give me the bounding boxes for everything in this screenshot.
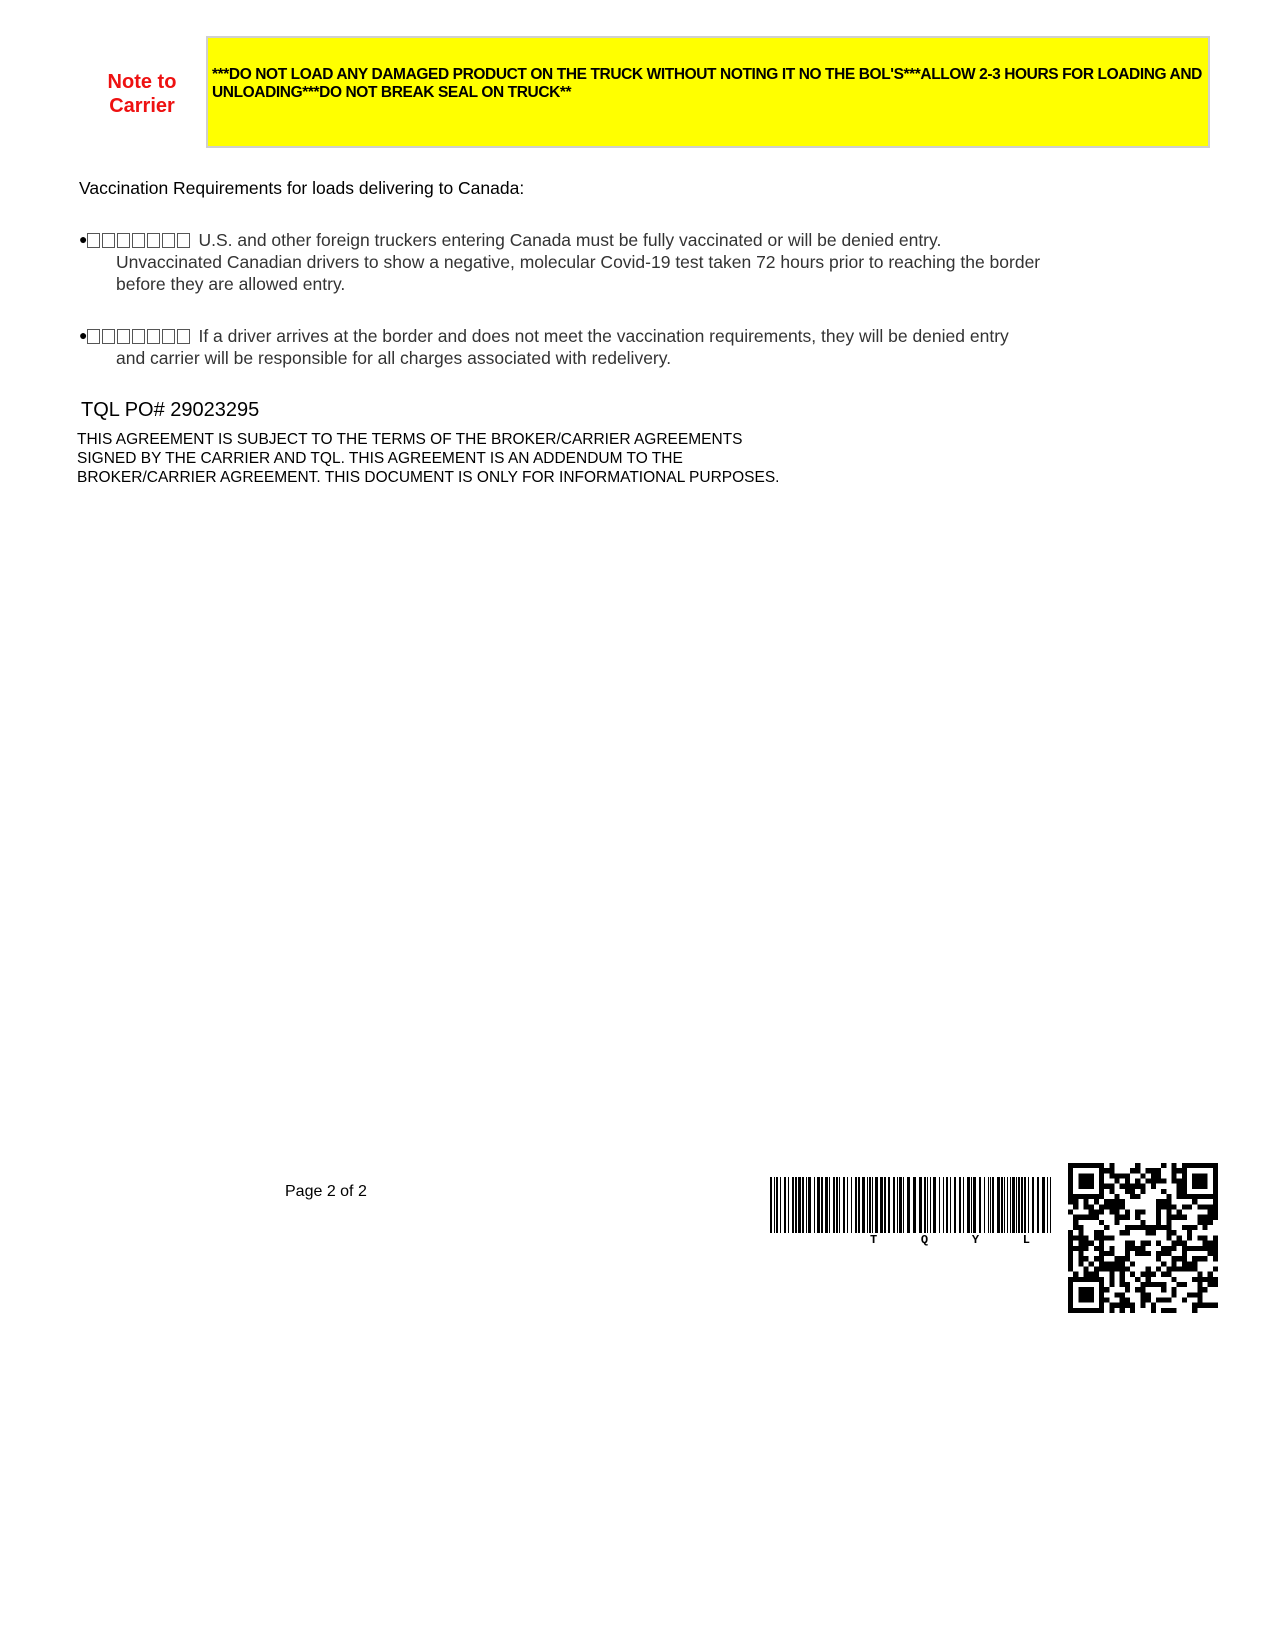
carrier-instructions-box: ***DO NOT LOAD ANY DAMAGED PRODUCT ON THE TRUCK WITHOUT NOTING IT NO THE BOL'S***ALLOW 2-3 HOURS FOR LOADING AND UNLOADING***DO NOT BREAK SEAL ON TRUCK**: [206, 36, 1210, 148]
agreement-disclaimer: THIS AGREEMENT IS SUBJECT TO THE TERMS OF THE BROKER/CARRIER AGREEMENTS SIGNED BY THE CARRIER AND TQL. THIS AGREEMENT IS AN ADDENDUM TO THE BROKER/CARRIER AGREEMENT. THIS DOCUMENT IS ONLY FOR INFORMATIONAL PURPOSES.: [77, 431, 780, 486]
barcode-image: [770, 1177, 1056, 1233]
requirement-text-continued: and carrier will be responsible for all charges associated with redelivery.: [116, 348, 672, 368]
bullet-icon: ●: [79, 327, 88, 343]
vaccination-requirement-item: [79, 228, 1079, 295]
vaccination-requirement-item: [79, 324, 1079, 369]
vaccination-heading: Vaccination Requirements for loads delivering to Canada:: [79, 178, 525, 198]
qr-code-image: [1068, 1163, 1218, 1313]
missing-glyph-icons: [87, 230, 192, 250]
bullet-icon: ●: [79, 231, 88, 247]
requirement-text: U.S. and other foreign truckers entering Canada must be fully vaccinated or will be denied entry.: [198, 230, 942, 250]
barcode-caption: [870, 1233, 1030, 1247]
requirement-text-continued: Unvaccinated Canadian drivers to show a negative, molecular Covid-19 test taken 72 hours prior to reaching the border before they are allowed entry.: [116, 252, 1041, 294]
missing-glyph-icons: [87, 326, 192, 346]
note-to-carrier-label: Note to Carrier: [107, 71, 177, 117]
barcode-char: T: [870, 1233, 878, 1247]
page-number: Page 2 of 2: [285, 1183, 367, 1200]
barcode-char: Y: [971, 1233, 980, 1247]
barcode-char: L: [1022, 1233, 1030, 1247]
barcode-char: Q: [920, 1233, 929, 1247]
po-number: TQL PO# 29023295: [81, 399, 260, 421]
requirement-text: If a driver arrives at the border and does not meet the vaccination requirements, they will be denied entry: [198, 326, 1009, 346]
